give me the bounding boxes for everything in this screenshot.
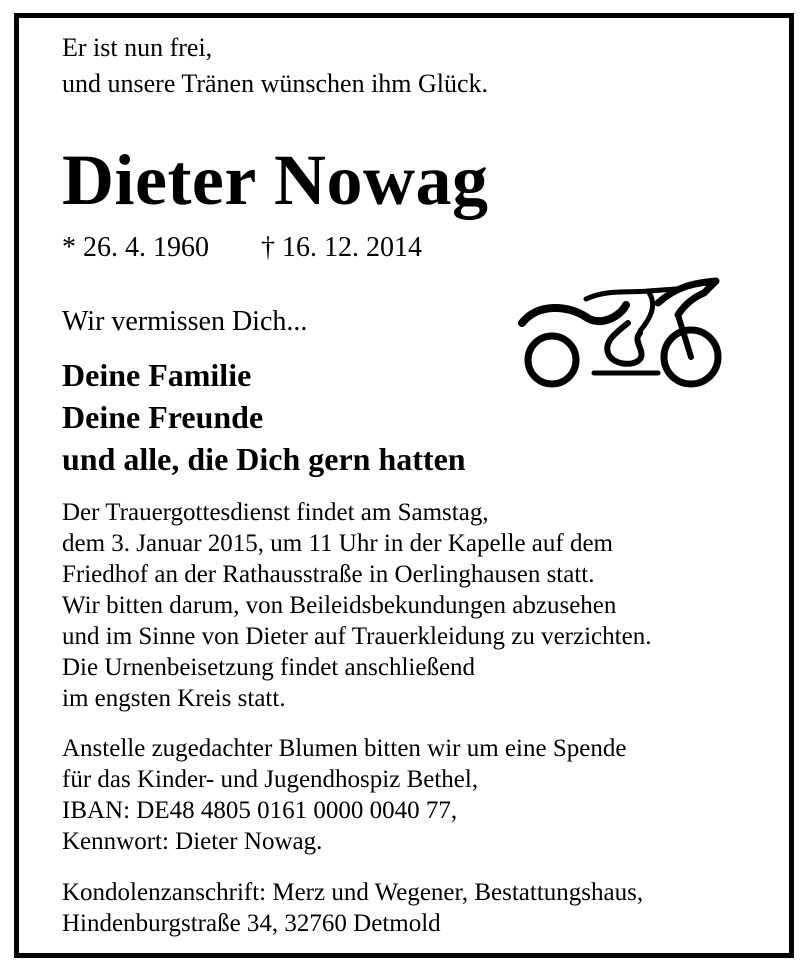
mourner-line: und alle, die Dich gern hatten xyxy=(62,441,466,477)
donation-line: Anstelle zugedachter Blumen bitten wir um eine Spende xyxy=(62,735,627,762)
condolence-line: Kondolenzanschrift: Merz und Wegener, Bestattungshaus, xyxy=(62,879,644,906)
motto xyxy=(62,30,488,102)
service-line: dem 3. Januar 2015, um 11 Uhr in der Kapelle auf dem xyxy=(62,530,614,557)
motto-line: und unsere Tränen wünschen ihm Glück. xyxy=(62,69,489,98)
motto-line: Er ist nun frei, xyxy=(62,33,213,62)
service-line: Friedhof an der Rathausstraße in Oerlinghausen statt. xyxy=(62,561,595,588)
condolence-line: Hindenburgstraße 34, 32760 Detmold xyxy=(62,910,441,937)
mourner-line: Deine Familie xyxy=(62,357,252,393)
donation-line: für das Kinder- und Jugendhospiz Bethel, xyxy=(62,766,479,793)
service-line: Der Trauergottesdienst findet am Samstag, xyxy=(62,499,489,526)
deceased-name: Dieter Nowag xyxy=(62,140,489,220)
birth-date: * 26. 4. 1960 xyxy=(62,232,209,263)
mourner-line: Deine Freunde xyxy=(62,399,264,435)
death-date: † 16. 12. 2014 xyxy=(261,232,422,263)
donation-keyword: Kennwort: Dieter Nowag. xyxy=(62,828,323,855)
condolence-address xyxy=(62,877,643,939)
motorcycle-icon xyxy=(508,275,723,395)
service-line: im engsten Kreis statt. xyxy=(62,685,286,712)
mourners xyxy=(62,354,466,480)
service-line: Wir bitten darum, von Beileidsbekundungen abzusehen xyxy=(62,592,617,619)
miss-line: Wir vermissen Dich... xyxy=(62,306,308,337)
service-line: und im Sinne von Dieter auf Trauerkleidung zu verzichten. xyxy=(62,623,652,650)
service-info xyxy=(62,497,651,714)
donation-info xyxy=(62,733,626,857)
life-dates xyxy=(62,230,422,266)
service-line: Die Urnenbeisetzung findet anschließend xyxy=(62,654,476,681)
donation-iban: IBAN: DE48 4805 0161 0000 0040 77, xyxy=(62,797,458,824)
